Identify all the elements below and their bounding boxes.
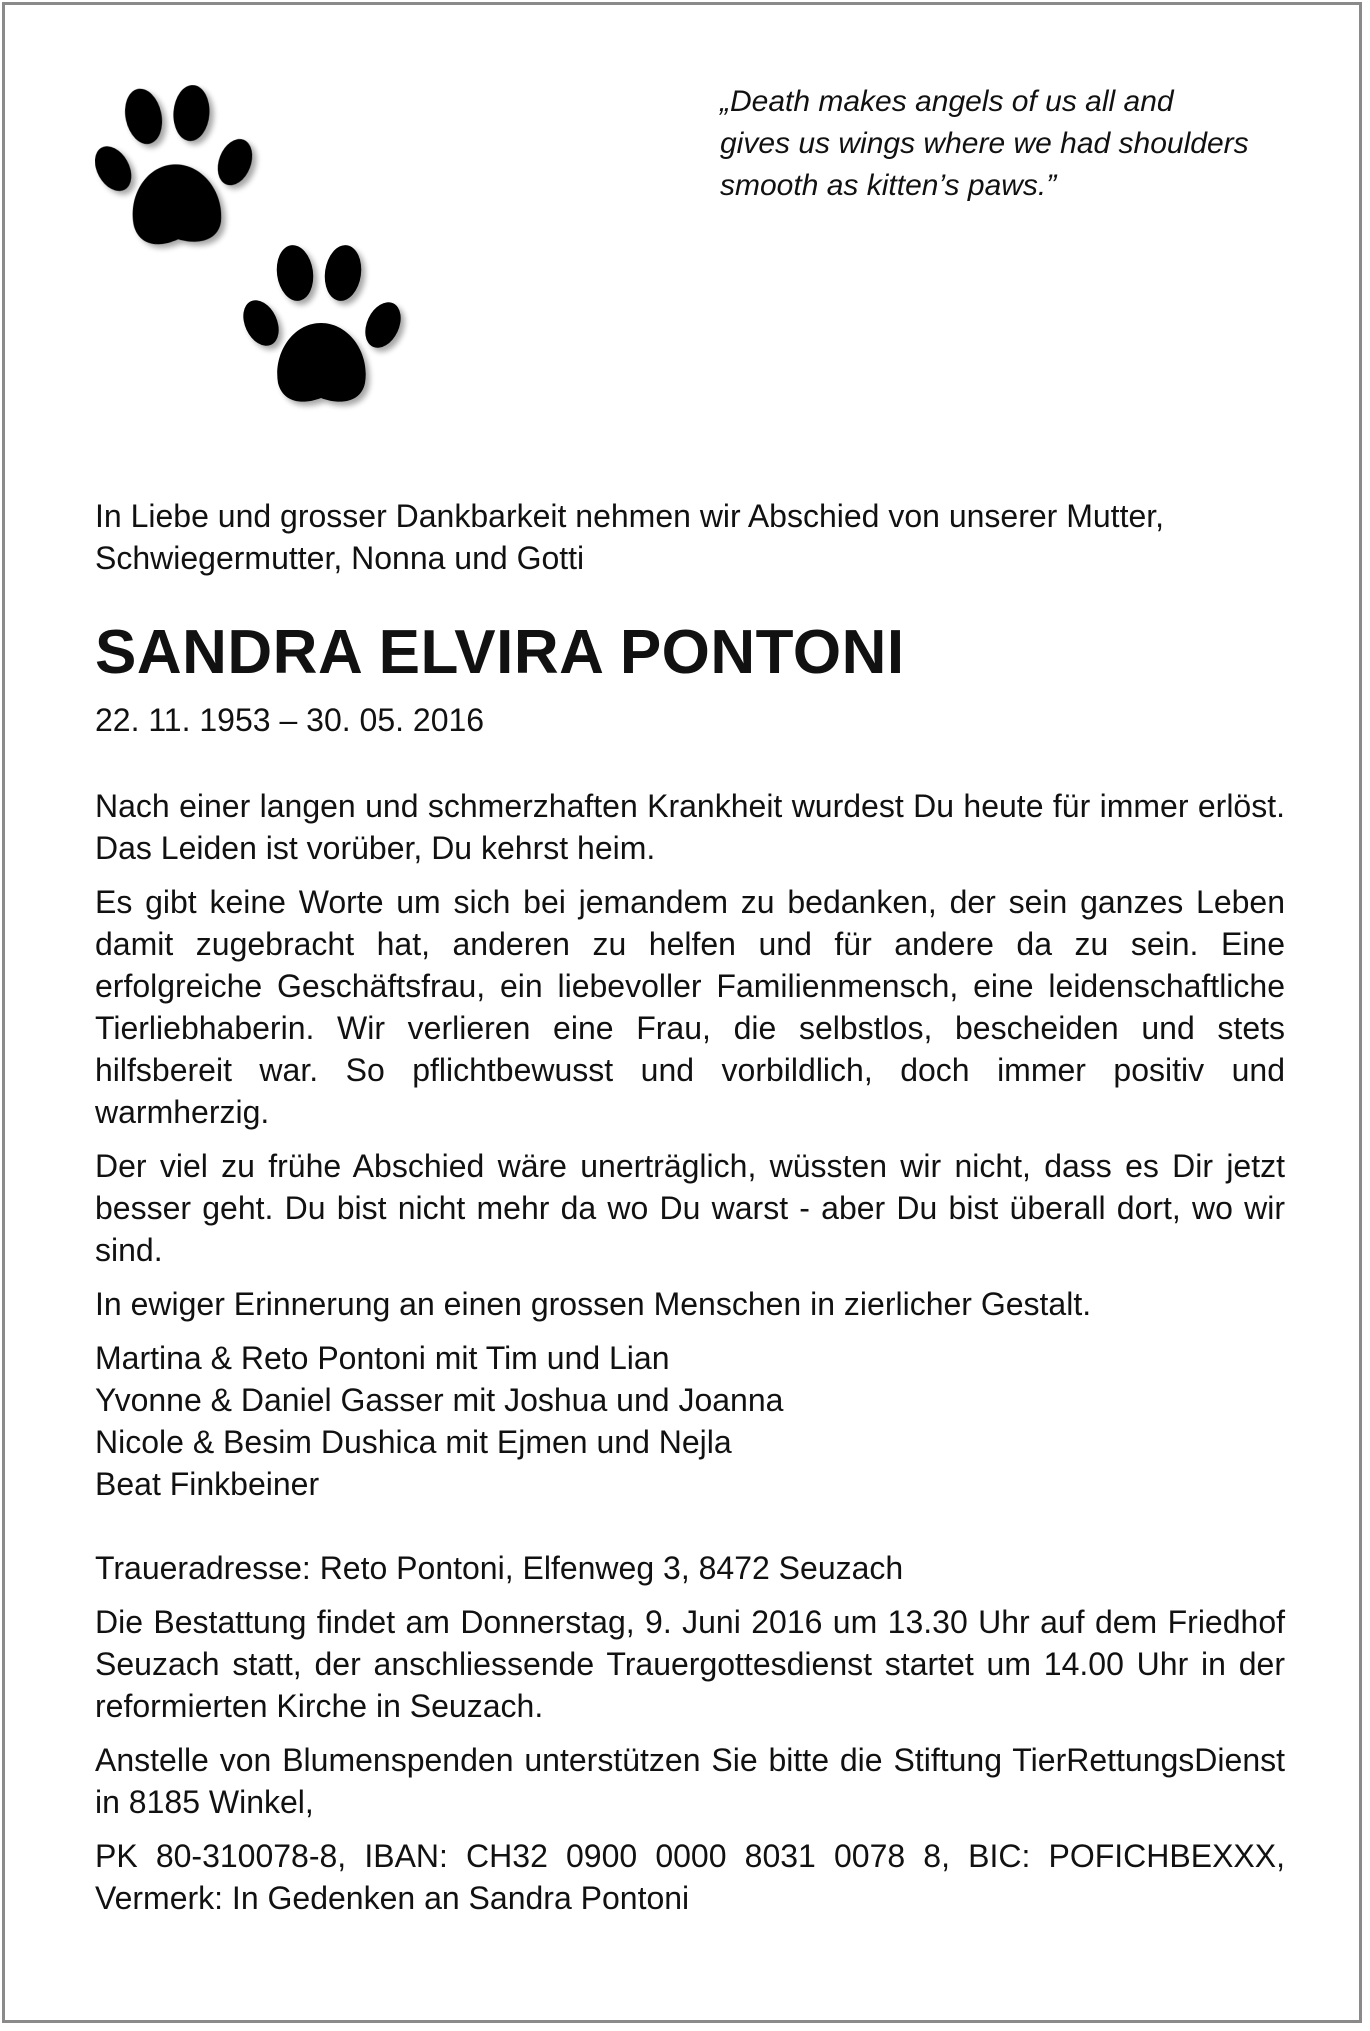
paw-print-icon — [95, 85, 265, 249]
family-list — [95, 1337, 1285, 1505]
family-member: Nicole & Besim Dushica mit Ejmen und Nejla — [95, 1424, 732, 1460]
quote-line: „Death makes angels of us all and — [720, 85, 1174, 118]
quote-line: smooth as kitten’s paws.” — [720, 169, 1057, 202]
bank-details: PK 80-310078-8, IBAN: CH32 0900 0000 8031 0078 8, BIC: POFICHBEXXX, Vermerk: In Gedenken an Sandra Pontoni — [95, 1838, 1285, 1916]
paragraph: Der viel zu frühe Abschied wäre unerträglich, wüssten wir nicht, dass es Dir jetzt besser geht. Du bist nicht mehr da wo Du warst - aber Du bist überall dort, wo wir sind. — [95, 1148, 1285, 1268]
deceased-name: SANDRA ELVIRA PONTONI — [95, 618, 905, 687]
quote-line: gives us wings where we had shoulders — [720, 127, 1249, 160]
donation-info: Anstelle von Blumenspenden unterstützen Sie bitte die Stiftung TierRettungsDienst in 8185 Winkel, — [95, 1742, 1285, 1820]
paw-prints-illustration — [95, 85, 415, 415]
paragraph: Es gibt keine Worte um sich bei jemandem zu bedanken, der sein ganzes Leben damit zugebracht hat, anderen zu helfen und für andere da zu sein. Eine erfolgreiche Geschäftsfrau, ein liebevoller Familienmensch, eine leidenschaftliche Tierliebhaberin. Wir verlieren eine Frau, die selbstlos, bescheiden und stets hilfsbereit war. So pflichtbewusst und vorbildlich, doch immer positiv und warmherzig. — [95, 884, 1285, 1130]
paragraph: Nach einer langen und schmerzhaften Krankheit wurdest Du heute für immer erlöst. Das Leiden ist vorüber, Du kehrst heim. — [95, 788, 1285, 866]
life-dates: 22. 11. 1953 – 30. 05. 2016 — [95, 702, 485, 738]
family-member: Beat Finkbeiner — [95, 1466, 320, 1502]
obituary-body — [95, 495, 1285, 1931]
paw-print-icon — [236, 243, 407, 402]
paragraph: In ewiger Erinnerung an einen grossen Menschen in zierlicher Gestalt. — [95, 1286, 1092, 1322]
mourning-address: Traueradresse: Reto Pontoni, Elfenweg 3, 8472 Seuzach — [95, 1550, 904, 1586]
intro-text: In Liebe und grosser Dankbarkeit nehmen wir Abschied von unserer Mutter, Schwiegermutter, Nonna und Gotti — [95, 498, 1165, 576]
family-member: Martina & Reto Pontoni mit Tim und Lian — [95, 1340, 670, 1376]
family-member: Yvonne & Daniel Gasser mit Joshua und Joanna — [95, 1382, 784, 1418]
obituary-card — [2, 2, 1362, 2023]
epigraph-quote — [720, 81, 1320, 207]
funeral-info: Die Bestattung findet am Donnerstag, 9. Juni 2016 um 13.30 Uhr auf dem Friedhof Seuzach statt, der anschliessende Trauergottesdienst startet um 14.00 Uhr in der reformierten Kirche in Seuzach. — [95, 1604, 1285, 1724]
